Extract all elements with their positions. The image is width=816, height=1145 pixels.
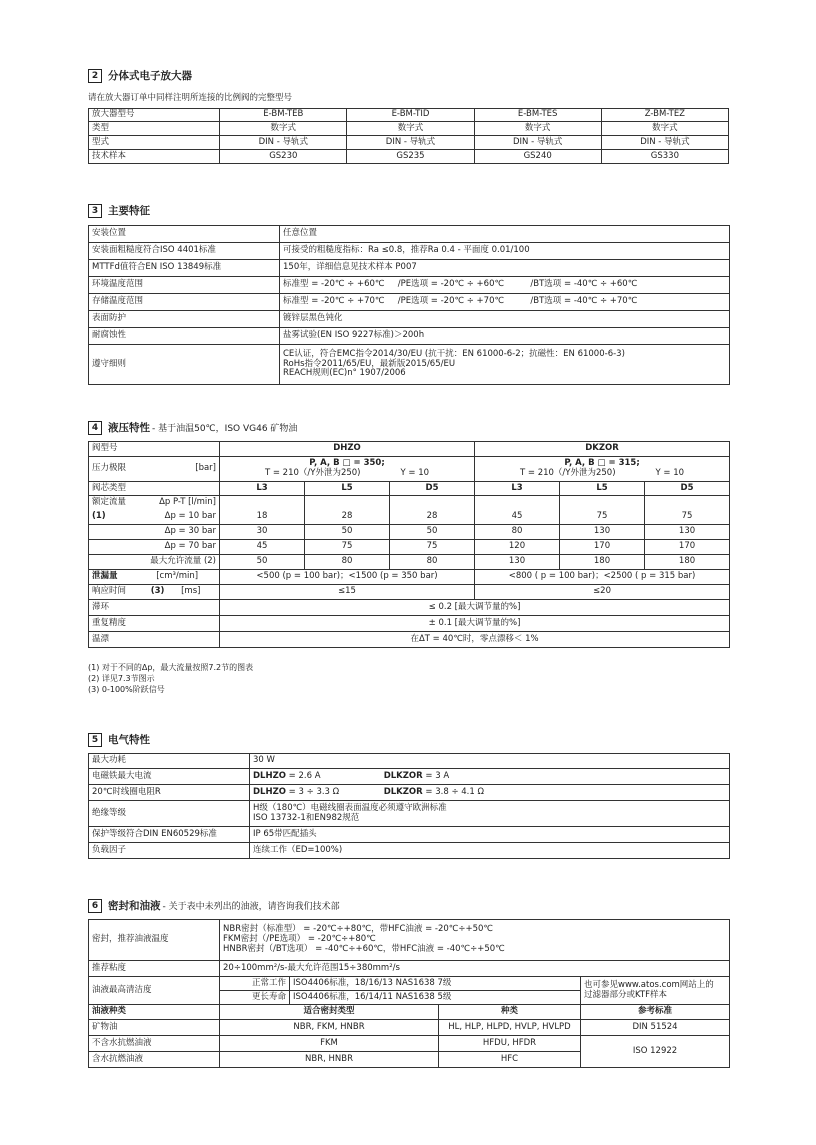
flow-cell: 180 <box>645 555 730 570</box>
electrical-table <box>88 753 730 859</box>
flow-label: 额定流量 <box>92 496 127 507</box>
row-label: 滞环 <box>89 600 220 616</box>
table-row <box>89 457 730 482</box>
header-cell: Z-BM-TEZ <box>601 109 728 122</box>
row-label: 20℃时线圈电阻R <box>89 785 250 801</box>
section-subtitle: - 关于表中未列出的油液，请咨询我们技术部 <box>162 902 340 912</box>
leak-dkzor: <800 ( p = 100 bar)；<2500 ( p = 315 bar) <box>475 570 730 585</box>
table-cell: 数字式 <box>601 122 728 136</box>
flow-cell: 50 <box>220 555 305 570</box>
section-6-title <box>88 898 340 913</box>
pressure-label: 压力极限 <box>92 463 127 474</box>
temp-standard: 标准型 = -20℃ ÷ +70℃ <box>283 296 385 307</box>
table-cell: GS235 <box>347 150 474 164</box>
header-cell: 参考标准 <box>581 1005 730 1020</box>
clean-reference <box>581 977 730 1005</box>
row-label: 油液最高清洁度 <box>89 977 220 1005</box>
seals-fluids-table <box>88 919 730 1068</box>
insulation-line: H级（180℃）电磁线圈表面温度必须遵守欧洲标准 <box>253 802 447 813</box>
fluid-class: HFDU, HFDR <box>439 1036 581 1052</box>
section-number: 6 <box>88 899 102 913</box>
hyst-value: ≤ 0.2 [最大调节量的%] <box>220 600 730 616</box>
row-label: 温漂 <box>89 632 220 648</box>
standard: ISO 12922 <box>581 1036 730 1068</box>
table-row <box>89 150 729 164</box>
leak-label: 泄漏量 <box>92 571 118 582</box>
table-cell: GS230 <box>220 150 347 164</box>
seal-line: HNBR密封（/BT选项） = -40℃÷+60℃，带HFC油液 = -40℃÷+50℃ <box>223 943 505 954</box>
compliance-line: CE认证，符合EMC指令2014/30/EU (抗干扰：EN 61000-6-2；抗磁性：EN 61000-6-3) <box>283 348 625 359</box>
section-number: 4 <box>88 421 102 435</box>
pressure-pab: P, A, B □ = 315; <box>564 458 640 469</box>
pressure-y: Y = 10 <box>400 468 430 478</box>
table-row <box>89 600 730 616</box>
current-value: = 3 A <box>422 770 450 781</box>
seal-temps <box>220 920 730 961</box>
table-row <box>89 136 729 150</box>
table-cell <box>250 785 730 801</box>
row-label: 电磁铁最大电流 <box>89 769 250 785</box>
row-label <box>89 585 220 600</box>
current-value: = 2.6 A <box>285 770 321 781</box>
table-header-row <box>89 109 729 122</box>
model-name: DLKZOR <box>383 786 423 797</box>
row-label: 表面防护 <box>89 311 280 328</box>
seal-type: NBR, HNBR <box>220 1052 439 1068</box>
table-row <box>89 260 730 277</box>
table-row <box>89 977 730 991</box>
row-label <box>89 510 220 525</box>
clean-long-value: ISO4406标准，16/14/11 NAS1638 5级 <box>290 991 581 1005</box>
row-label <box>89 570 220 585</box>
table-row <box>89 555 730 570</box>
table-cell: IP 65带匹配插头 <box>250 827 730 843</box>
flow-cell: 45 <box>220 540 305 555</box>
temp-standard: 标准型 = -20℃ ÷ +60℃ <box>283 279 385 290</box>
pressure-t: T = 210（/Y外泄为250) <box>519 468 616 478</box>
section-subtitle: - 基于油温50℃，ISO VG46 矿物油 <box>152 424 298 434</box>
footnotes <box>88 662 253 695</box>
rep-value: ± 0.1 [最大调节量的%] <box>220 616 730 632</box>
pressure-y: Y = 10 <box>655 468 685 478</box>
row-label: 耐腐蚀性 <box>89 328 280 345</box>
table-row <box>89 277 730 294</box>
row-label: 保护等级符合DIN EN60529标准 <box>89 827 250 843</box>
flow-cell: 170 <box>560 540 645 555</box>
table-header-row <box>89 442 730 457</box>
table-row <box>89 585 730 600</box>
table-cell: 可接受的粗糙度指标：Ra ≤0.8，推荐Ra 0.4 - 平面度 0.01/100 <box>280 243 730 260</box>
table-row <box>89 961 730 977</box>
header-cell: 放大器型号 <box>89 109 220 122</box>
clean-normal-value: ISO4406标准，18/16/13 NAS1638 7级 <box>290 977 581 991</box>
table-row <box>89 785 730 801</box>
table-cell: DIN - 导轨式 <box>601 136 728 150</box>
section-5-title <box>88 732 150 747</box>
row-label: 安装位置 <box>89 226 280 243</box>
flow-header-cell <box>89 496 220 510</box>
table-cell: 数字式 <box>220 122 347 136</box>
clean-long-label: 更长寿命 <box>220 991 290 1005</box>
seal-line: NBR密封（标准型） = -20℃÷+80℃，带HFC油液 = -20℃÷+50℃ <box>223 924 493 935</box>
header-cell: 种类 <box>439 1005 581 1020</box>
flow-cell: 75 <box>305 540 390 555</box>
section-number: 5 <box>88 733 102 747</box>
amplifier-table <box>88 108 729 164</box>
flow-cell: 50 <box>305 525 390 540</box>
model-name: DLKZOR <box>383 770 423 781</box>
table-row <box>89 122 729 136</box>
fluid-class: HL, HLP, HLPD, HVLP, HVLPD <box>439 1020 581 1036</box>
flow-cell: 75 <box>390 540 475 555</box>
flow-cell: 28 <box>305 510 390 525</box>
table-row <box>89 920 730 961</box>
resp-unit: [ms] <box>181 586 201 597</box>
row-label: 技术样本 <box>89 150 220 164</box>
leak-dhzo: <500 (p = 100 bar)；<1500 (p = 350 bar) <box>220 570 475 585</box>
flow-cell: 80 <box>305 555 390 570</box>
fluid-class: HFC <box>439 1052 581 1068</box>
row-label: 环境温度范围 <box>89 277 280 294</box>
table-cell: DIN - 导轨式 <box>474 136 601 150</box>
flow-cell: 75 <box>560 510 645 525</box>
table-row <box>89 801 730 827</box>
spool-cell: L3 <box>220 482 305 496</box>
table-row <box>89 570 730 585</box>
flow-cell: 18 <box>220 510 305 525</box>
flow-dp-label: Δp = 30 bar <box>89 525 220 540</box>
header-cell: 油液种类 <box>89 1005 220 1020</box>
temp-bt: /BT选项 = -40℃ ÷ +60℃ <box>530 279 638 290</box>
row-label: 型式 <box>89 136 220 150</box>
table-cell: 连续工作（ED=100%) <box>250 843 730 859</box>
row-label: 最大功耗 <box>89 754 250 769</box>
table-row <box>89 769 730 785</box>
section-heading: 主要特征 <box>108 205 150 217</box>
flow-note: (1) <box>92 510 106 521</box>
reference-line: 也可参见www.atos.com网站上的 <box>584 979 714 990</box>
flow-cell: 75 <box>645 510 730 525</box>
model-name: DLHZO <box>253 770 286 781</box>
pressure-t: T = 210（/Y外泄为250) <box>264 468 361 478</box>
table-cell: 150年，详细信息见技术样本 P007 <box>280 260 730 277</box>
flow-cell: 45 <box>475 510 560 525</box>
table-cell: 数字式 <box>474 122 601 136</box>
spool-cell: L5 <box>560 482 645 496</box>
main-features-table <box>88 225 730 385</box>
hydraulic-table <box>88 441 730 648</box>
table-header-row <box>89 1005 730 1020</box>
table-cell: GS330 <box>601 150 728 164</box>
resistance-value: = 3 ÷ 3.3 Ω <box>285 786 340 797</box>
flow-cell: 50 <box>390 525 475 540</box>
spool-cell: D5 <box>645 482 730 496</box>
spool-cell: D5 <box>390 482 475 496</box>
spool-cell: L5 <box>305 482 390 496</box>
drift-value: 在ΔT = 40℃时，零点漂移＜ 1% <box>220 632 730 648</box>
section-3-title <box>88 203 150 218</box>
table-row <box>89 496 730 510</box>
reference-line: 过滤器部分或KTF样本 <box>584 989 667 1000</box>
table-row <box>89 827 730 843</box>
section-heading: 分体式电子放大器 <box>108 70 192 82</box>
table-cell <box>250 769 730 785</box>
flow-cell: 130 <box>645 525 730 540</box>
flow-dp-label: Δp = 10 bar <box>164 510 216 521</box>
section-heading: 密封和油液 <box>108 900 161 912</box>
flow-cell: 30 <box>220 525 305 540</box>
table-row <box>89 754 730 769</box>
table-row <box>89 345 730 385</box>
table-row <box>89 510 730 525</box>
row-label <box>89 457 220 482</box>
model-name: DLHZO <box>253 786 286 797</box>
dhzo-header: DHZO <box>220 442 475 457</box>
seal-line: FKM密封（/PE选项） = -20℃÷+80℃ <box>223 934 376 945</box>
row-label: 密封，推荐油液温度 <box>89 920 220 961</box>
row-label: 类型 <box>89 122 220 136</box>
header-cell: E-BM-TEB <box>220 109 347 122</box>
standard: DIN 51524 <box>581 1020 730 1036</box>
footnote: (3) 0-100%阶跃信号 <box>88 685 165 694</box>
compliance-line: RoHs指令2011/65/EU，最新版2015/65/EU <box>283 358 456 369</box>
flow-dp-label: Δp = 70 bar <box>89 540 220 555</box>
row-label: 矿物油 <box>89 1020 220 1036</box>
resp-note: (3) <box>150 586 165 597</box>
table-row <box>89 482 730 496</box>
temp-bt: /BT选项 = -40℃ ÷ +70℃ <box>530 296 638 307</box>
flow-cell: 120 <box>475 540 560 555</box>
table-row <box>89 1036 730 1052</box>
section-heading: 液压特性 <box>108 422 150 434</box>
flow-header: Δp P-T [l/min] <box>159 496 216 507</box>
table-cell <box>280 345 730 385</box>
flow-cell: 130 <box>475 555 560 570</box>
section-heading: 电气特性 <box>108 734 150 746</box>
leak-unit: [cm³/min] <box>156 571 199 582</box>
flow-cell: 170 <box>645 540 730 555</box>
table-cell: 30 W <box>250 754 730 769</box>
dhzo-pressure <box>220 457 475 482</box>
row-label: 不含水抗燃油液 <box>89 1036 220 1052</box>
table-row <box>89 1020 730 1036</box>
section-number: 3 <box>88 204 102 218</box>
table-row <box>89 632 730 648</box>
flow-cell: 80 <box>475 525 560 540</box>
row-label: 阀型号 <box>89 442 220 457</box>
table-row <box>89 243 730 260</box>
flow-cell: 28 <box>390 510 475 525</box>
table-row <box>89 311 730 328</box>
section-2-note: 请在放大器订单中同样注明所连接的比例阀的完整型号 <box>88 93 293 103</box>
flow-cell: 130 <box>560 525 645 540</box>
insulation-line: ISO 13732-1和EN982规范 <box>253 812 360 823</box>
resp-dkzor: ≤20 <box>475 585 730 600</box>
header-cell: E-BM-TES <box>474 109 601 122</box>
table-cell: 任意位置 <box>280 226 730 243</box>
table-row <box>89 525 730 540</box>
viscosity-value: 20÷100mm²/s-最大允许范围15÷380mm²/s <box>220 961 730 977</box>
row-label: 遵守细则 <box>89 345 280 385</box>
row-label: 绝缘等级 <box>89 801 250 827</box>
row-label: 推荐粘度 <box>89 961 220 977</box>
table-row <box>89 540 730 555</box>
row-label: 重复精度 <box>89 616 220 632</box>
row-label: 存储温度范围 <box>89 294 280 311</box>
clean-normal-label: 正常工作 <box>220 977 290 991</box>
table-cell: DIN - 导轨式 <box>347 136 474 150</box>
footnote: (2) 详见7.3节图示 <box>88 674 155 683</box>
table-cell: 镀锌层黑色钝化 <box>280 311 730 328</box>
footnote: (1) 对于不同的Δp，最大流量按照7.2节的图表 <box>88 663 254 672</box>
table-cell: DIN - 导轨式 <box>220 136 347 150</box>
table-row <box>89 294 730 311</box>
flow-cell: 80 <box>390 555 475 570</box>
dkzor-pressure <box>475 457 730 482</box>
temp-pe: /PE选项 = -20℃ ÷ +70℃ <box>397 296 505 307</box>
section-2-title <box>88 68 192 83</box>
table-cell: 盐雾试验(EN ISO 9227标准)＞200h <box>280 328 730 345</box>
pressure-pab: P, A, B □ = 350; <box>309 458 385 469</box>
table-cell <box>280 294 730 311</box>
flow-max-label: 最大允许流量 (2) <box>89 555 220 570</box>
dkzor-header: DKZOR <box>475 442 730 457</box>
row-label: MTTFd值符合EN ISO 13849标准 <box>89 260 280 277</box>
table-cell <box>250 801 730 827</box>
header-cell: 适合密封类型 <box>220 1005 439 1020</box>
table-row <box>89 616 730 632</box>
row-label: 安装面粗糙度符合ISO 4401标准 <box>89 243 280 260</box>
seal-type: NBR, FKM, HNBR <box>220 1020 439 1036</box>
resp-dhzo: ≤15 <box>220 585 475 600</box>
row-label: 阀芯类型 <box>89 482 220 496</box>
spool-cell: L3 <box>475 482 560 496</box>
header-cell: E-BM-TID <box>347 109 474 122</box>
table-cell <box>280 277 730 294</box>
flow-cell: 180 <box>560 555 645 570</box>
row-label: 负载因子 <box>89 843 250 859</box>
temp-pe: /PE选项 = -20℃ ÷ +60℃ <box>397 279 505 290</box>
pressure-unit: [bar] <box>195 463 216 474</box>
row-label: 含水抗燃油液 <box>89 1052 220 1068</box>
resp-label: 响应时间 <box>92 586 127 597</box>
table-row <box>89 843 730 859</box>
table-row <box>89 226 730 243</box>
section-number: 2 <box>88 69 102 83</box>
section-4-title <box>88 420 297 435</box>
table-cell: 数字式 <box>347 122 474 136</box>
table-row <box>89 328 730 345</box>
compliance-line: REACH规则(EC)n° 1907/2006 <box>283 368 406 379</box>
seal-type: FKM <box>220 1036 439 1052</box>
table-cell: GS240 <box>474 150 601 164</box>
resistance-value: = 3.8 ÷ 4.1 Ω <box>422 786 484 797</box>
